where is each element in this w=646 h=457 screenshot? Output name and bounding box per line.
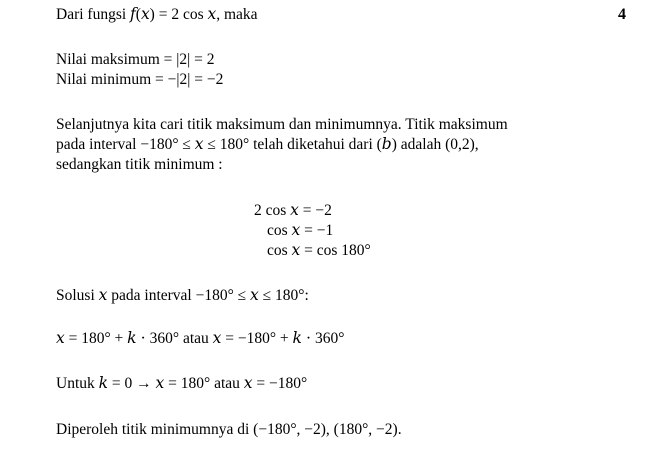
equation-line-3: cos 𝑥 = cos 180° — [267, 242, 371, 259]
max-value-line: Nilai maksimum = |2| = 2 — [56, 51, 215, 68]
equation-line-2: cos 𝑥 = −1 — [267, 222, 334, 239]
paragraph-line-1: Selanjutnya kita cari titik maksimum dan minimumnya. Titik maksimum — [56, 116, 508, 133]
min-value-line: Nilai minimum = −|2| = −2 — [56, 71, 224, 88]
general-solution-line: 𝑥 = 180° + 𝑘 ⋅ 360° atau 𝑥 = −180° + 𝑘 ⋅ 360° — [56, 330, 345, 347]
solution-interval-line: Solusi 𝑥 pada interval −180° ≤ 𝑥 ≤ 180°: — [56, 287, 309, 304]
equation-line-1: 2 cos 𝑥 = −2 — [254, 202, 332, 219]
conclusion-line: Diperoleh titik minimumnya di (−180°, −2), (180°, −2). — [56, 421, 402, 438]
paragraph-line-2: pada interval −180° ≤ 𝑥 ≤ 180° telah diketahui dari (𝑏) adalah (0,2), — [56, 136, 479, 153]
intro-line: Dari fungsi 𝑓(𝑥) = 2 cos 𝑥, maka — [56, 6, 258, 23]
k-zero-line: Untuk 𝑘 = 0 → 𝑥 = 180° atau 𝑥 = −180° — [56, 375, 308, 392]
paragraph-line-3: sedangkan titik minimum : — [56, 156, 223, 173]
page-number: 4 — [618, 6, 626, 23]
